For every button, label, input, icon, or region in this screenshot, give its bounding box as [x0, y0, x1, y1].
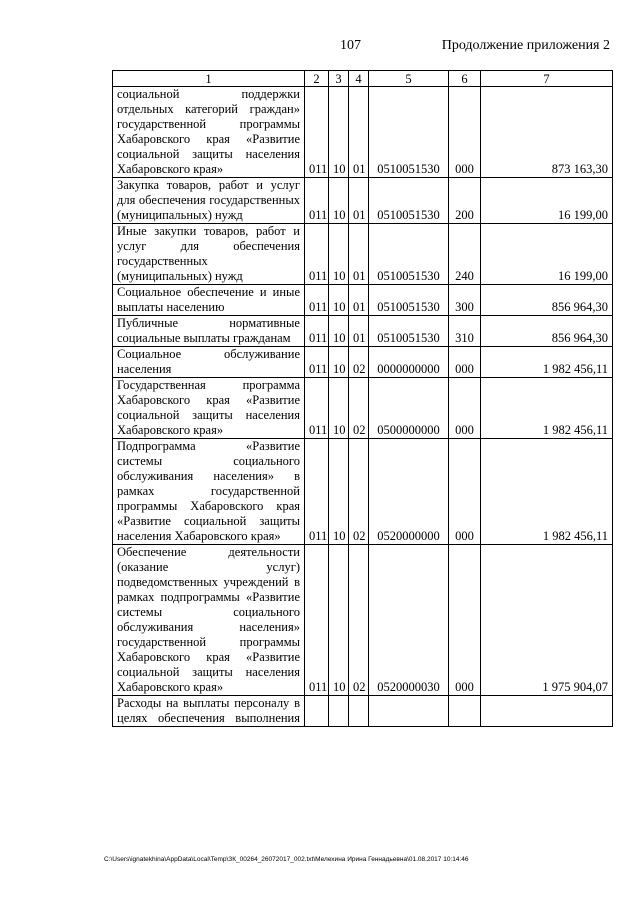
cell-target-article: [369, 696, 449, 727]
row-name: Публичные нормативные социальные выплаты гражданам: [113, 316, 305, 347]
cell-ministry: 011: [305, 316, 329, 347]
cell-target-article: 0000000000: [369, 347, 449, 378]
row-name: Иные закупки товаров, работ и услуг для обеспечения государственных (муниципальных) нужд: [113, 224, 305, 285]
table-row: [113, 347, 613, 378]
table-row: [113, 224, 613, 285]
row-name: Обеспечение деятельности (оказание услуг) подведомственных учреждений в рамках подпрограммы «Развитие системы социального обслуживания населения» государственной программы Хабаровского края «Развитие социальной защиты населения Хабаровского края»: [113, 545, 305, 696]
cell-section: 10: [329, 439, 349, 545]
cell-expense-type: 310: [449, 316, 481, 347]
footer-file-path: C:\Users\ignatekhina\AppData\Local\Temp\ЗК_00264_26072017_002.txt\Мелехина Ирина Геннадьевна\01.08.2017 10:14:46: [104, 856, 469, 863]
row-name: Государственная программа Хабаровского края «Развитие социальной защиты населения Хабаровского края»: [113, 378, 305, 439]
table-row: [113, 285, 613, 316]
cell-section: 10: [329, 87, 349, 178]
cell-expense-type: 000: [449, 347, 481, 378]
page-number: 107: [340, 38, 361, 53]
cell-target-article: 0510051530: [369, 285, 449, 316]
cell-subsection: 02: [349, 545, 369, 696]
cell-subsection: 01: [349, 87, 369, 178]
column-header: 1: [113, 71, 305, 87]
cell-expense-type: [449, 696, 481, 727]
cell-amount: 16 199,00: [481, 178, 613, 224]
table-row: [113, 316, 613, 347]
cell-target-article: 0500000000: [369, 378, 449, 439]
table-header-row: [113, 71, 613, 87]
cell-target-article: 0520000030: [369, 545, 449, 696]
row-name: Социальное обслуживание населения: [113, 347, 305, 378]
row-name: Социальное обеспечение и иные выплаты населению: [113, 285, 305, 316]
cell-subsection: 01: [349, 285, 369, 316]
cell-section: [329, 696, 349, 727]
table-row: [113, 696, 613, 727]
cell-subsection: 01: [349, 224, 369, 285]
table-row: [113, 178, 613, 224]
cell-amount: [481, 696, 613, 727]
cell-amount: 1 982 456,11: [481, 439, 613, 545]
cell-amount: 873 163,30: [481, 87, 613, 178]
cell-target-article: 0510051530: [369, 178, 449, 224]
cell-target-article: 0520000000: [369, 439, 449, 545]
cell-expense-type: 000: [449, 378, 481, 439]
cell-section: 10: [329, 378, 349, 439]
cell-expense-type: 200: [449, 178, 481, 224]
cell-ministry: 011: [305, 178, 329, 224]
cell-subsection: 01: [349, 316, 369, 347]
column-header: 6: [449, 71, 481, 87]
cell-ministry: 011: [305, 347, 329, 378]
budget-table: [112, 70, 613, 727]
cell-amount: 16 199,00: [481, 224, 613, 285]
cell-subsection: [349, 696, 369, 727]
cell-amount: 1 982 456,11: [481, 347, 613, 378]
cell-section: 10: [329, 285, 349, 316]
cell-ministry: 011: [305, 439, 329, 545]
column-header: 2: [305, 71, 329, 87]
cell-section: 10: [329, 316, 349, 347]
cell-target-article: 0510051530: [369, 316, 449, 347]
cell-expense-type: 000: [449, 87, 481, 178]
cell-ministry: 011: [305, 378, 329, 439]
cell-ministry: [305, 696, 329, 727]
cell-amount: 856 964,30: [481, 316, 613, 347]
continuation-label: Продолжение приложения 2: [441, 38, 610, 53]
table-row: [113, 87, 613, 178]
cell-target-article: 0510051530: [369, 224, 449, 285]
cell-amount: 856 964,30: [481, 285, 613, 316]
row-name: Закупка товаров, работ и услуг для обеспечения государственных (муниципальных) нужд: [113, 178, 305, 224]
column-header: 5: [369, 71, 449, 87]
cell-amount: 1 975 904,07: [481, 545, 613, 696]
row-name: Подпрограмма «Развитие системы социального обслуживания населения» в рамках государственной программы Хабаровского края «Развитие социальной защиты населения Хабаровского края»: [113, 439, 305, 545]
cell-subsection: 02: [349, 347, 369, 378]
cell-target-article: 0510051530: [369, 87, 449, 178]
cell-expense-type: 000: [449, 439, 481, 545]
column-header: 3: [329, 71, 349, 87]
table-row: [113, 545, 613, 696]
cell-section: 10: [329, 178, 349, 224]
cell-expense-type: 240: [449, 224, 481, 285]
cell-ministry: 011: [305, 87, 329, 178]
row-name: Расходы на выплаты персоналу в целях обеспечения выполнения: [113, 696, 305, 727]
column-header: 4: [349, 71, 369, 87]
cell-subsection: 01: [349, 178, 369, 224]
cell-ministry: 011: [305, 545, 329, 696]
cell-subsection: 02: [349, 378, 369, 439]
cell-expense-type: 300: [449, 285, 481, 316]
cell-ministry: 011: [305, 285, 329, 316]
table-row: [113, 439, 613, 545]
table-row: [113, 378, 613, 439]
cell-amount: 1 982 456,11: [481, 378, 613, 439]
cell-ministry: 011: [305, 224, 329, 285]
cell-expense-type: 000: [449, 545, 481, 696]
cell-section: 10: [329, 545, 349, 696]
cell-section: 10: [329, 224, 349, 285]
row-name: социальной поддержки отдельных категорий граждан» государственной программы Хабаровского края «Развитие социальной защиты населения Хабаровского края»: [113, 87, 305, 178]
cell-section: 10: [329, 347, 349, 378]
column-header: 7: [481, 71, 613, 87]
cell-subsection: 02: [349, 439, 369, 545]
